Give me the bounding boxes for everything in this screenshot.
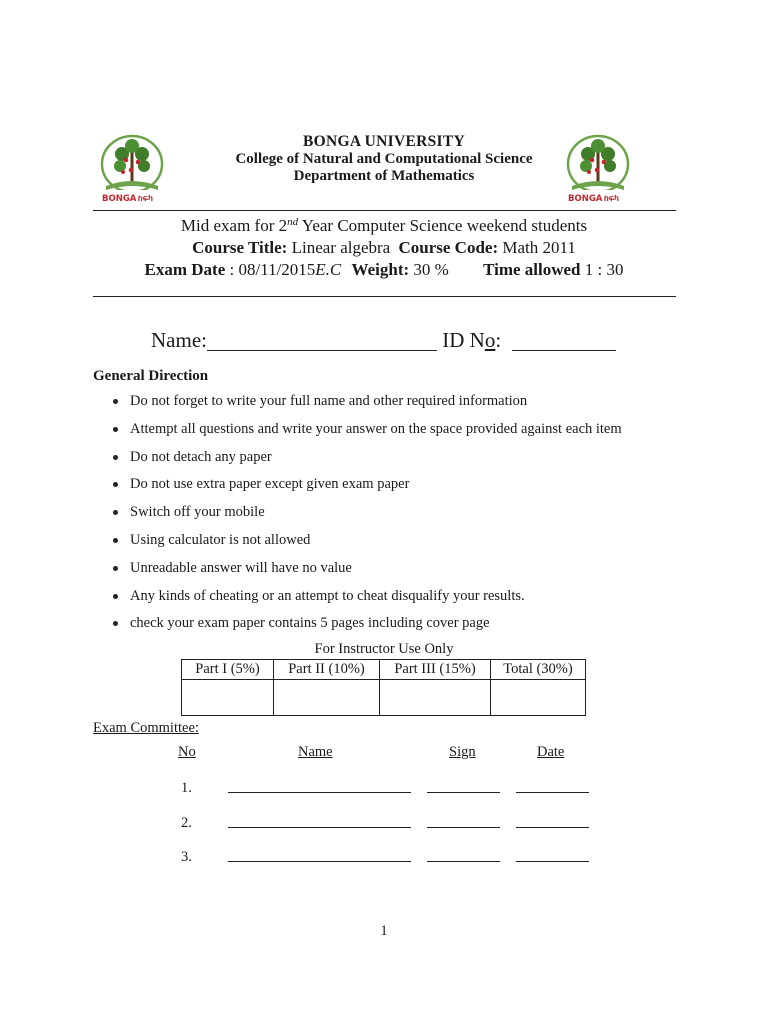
committee-col-sign: Sign [449,744,476,760]
bullet-icon [113,427,118,432]
direction-text: check your exam paper contains 5 pages including cover page [130,615,490,632]
exam-title [0,216,768,236]
time-label: Time allowed [483,260,581,279]
committee-col-no: No [178,744,196,760]
page-number: 1 [380,923,388,939]
bullet-icon [113,399,118,404]
university-logo-left [96,132,168,206]
bullet-icon [113,538,118,543]
course-title-value: Linear algebra [291,238,391,257]
svg-text:BONGA: BONGA [568,194,603,204]
directions-list [113,391,622,641]
column-header: Part II (10%) [274,660,380,680]
time-value: 1 : 30 [584,260,624,279]
exam-date-label: Exam Date [144,260,226,279]
exam-meta-line [0,260,768,280]
bullet-icon [113,510,118,515]
score-cell-part2[interactable] [274,680,380,716]
committee-name-field[interactable] [228,861,411,862]
exam-date-value: : 08/11/2015 [229,260,316,279]
course-line [0,238,768,258]
list-item [113,613,622,641]
list-item [113,586,622,614]
table-header-row [182,660,586,680]
score-cell-total[interactable] [491,680,586,716]
id-field[interactable] [512,331,616,351]
list-item [113,447,622,475]
bullet-icon [113,621,118,626]
exam-title-pre: Mid exam for 2 [180,216,288,235]
course-code-label: Course Code: [398,238,499,257]
exam-committee-title: Exam Committee: [93,720,199,736]
id-label-o: o [484,328,496,352]
exam-title-sup: nd [287,216,299,228]
committee-date-field[interactable] [516,792,589,793]
general-direction-heading: General Direction [93,368,209,384]
svg-text:ከፍካ: ከፍካ [138,194,153,204]
name-field[interactable] [207,331,437,351]
committee-row-number: 1. [181,780,192,796]
list-item [113,558,622,586]
column-header: Part I (5%) [182,660,274,680]
course-title-label: Course Title: [192,238,288,257]
direction-text: Unreadable answer will have no value [130,559,352,576]
name-label: Name: [151,328,207,352]
id-label-colon: : [495,328,502,352]
committee-sign-field[interactable] [427,827,500,828]
committee-col-date: Date [537,744,565,760]
column-header: Total (30%) [491,660,586,680]
weight-value: 30 % [413,260,449,279]
committee-date-field[interactable] [516,827,589,828]
committee-date-field[interactable] [516,861,589,862]
svg-text:BONGA: BONGA [102,194,137,204]
college-name: College of Natural and Computational Science [235,150,533,167]
score-cell-part3[interactable] [380,680,491,716]
course-code-value: Math 2011 [502,238,576,257]
list-item [113,474,622,502]
university-logo-right [562,132,634,206]
direction-text: Do not use extra paper except given exam paper [130,476,410,493]
direction-text: Any kinds of cheating or an attempt to cheat disqualify your results. [130,587,525,604]
direction-text: Do not detach any paper [130,448,272,465]
exam-date-suffix: E.C [315,260,342,279]
committee-sign-field[interactable] [427,792,500,793]
committee-name-field[interactable] [228,792,411,793]
university-name: BONGA UNIVERSITY [303,133,465,150]
exam-title-post: Year Computer Science weekend students [298,216,588,235]
committee-col-name: Name [298,744,333,760]
bullet-icon [113,594,118,599]
list-item [113,419,622,447]
committee-sign-field[interactable] [427,861,500,862]
bullet-icon [113,566,118,571]
instructor-use-title: For Instructor Use Only [314,641,454,657]
weight-label: Weight: [351,260,410,279]
id-label: ID N [442,328,485,352]
student-info-line [151,328,616,353]
column-header: Part III (15%) [380,660,491,680]
svg-text:ከፍካ: ከፍካ [604,194,619,204]
direction-text: Using calculator is not allowed [130,531,311,548]
committee-name-field[interactable] [228,827,411,828]
list-item [113,391,622,419]
committee-row-number: 3. [181,849,192,865]
direction-text: Attempt all questions and write your answer on the space provided against each item [130,420,622,437]
direction-text: Switch off your mobile [130,504,265,521]
header-rule [93,210,676,211]
committee-row-number: 2. [181,815,192,831]
score-table [181,659,586,716]
document-header [230,133,538,186]
table-row [182,680,586,716]
bullet-icon [113,482,118,487]
list-item [113,530,622,558]
info-rule [93,296,676,297]
direction-text: Do not forget to write your full name and other required information [130,393,528,409]
bullet-icon [113,455,118,460]
score-cell-part1[interactable] [182,680,274,716]
list-item [113,502,622,530]
department-name: Department of Mathematics [293,168,475,184]
